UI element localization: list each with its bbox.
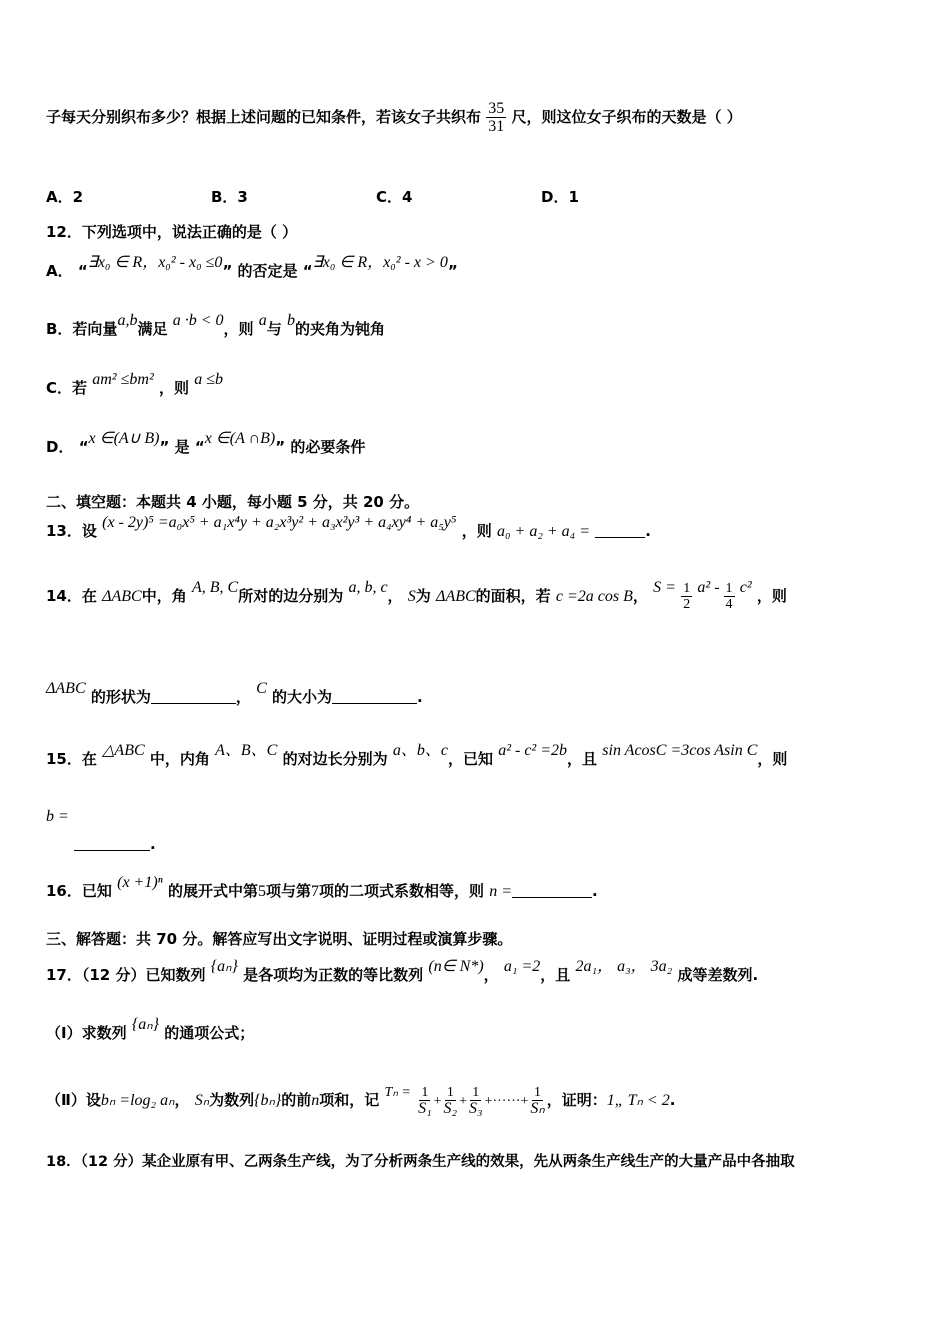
q12-option-a: A． “∃x₀ ∈ R，x₀² - x₀ ≤0” 的否定是 “∃x₀ ∈ R，x₀² - x > 0”	[46, 254, 458, 280]
q11-fraction: $\frac{35}{31}$	[488, 100, 505, 135]
q14-line2: ΔABC 的形状为 ， C 的大小为 .	[46, 680, 423, 706]
q14-angle-blank[interactable]	[332, 689, 417, 704]
q11-stem: 子每天分别织布多少？根据上述问题的已知条件，若该女子共织布 $\frac{35}{31}$ 尺，则这位女子织布的天数是（ ）	[46, 100, 742, 135]
q16: 16．已知 (x +1)ⁿ 的展开式中第5项与第7项的二项式系数相等，则 n = .	[46, 874, 598, 900]
q11-options	[46, 186, 706, 207]
q12-option-b: B．若向量a,b满足 a ·b < 0，则 a与 b的夹角为钝角	[46, 312, 385, 338]
q15-line1: 15．在 △ABC 中，内角 A、B、C 的对边长分别为 a、b、c，已知 a² - c² =2b，且 sin AcosC =3cos Asin C，则	[46, 742, 788, 768]
section-2-heading: 二、填空题：本题共 4 小题，每小题 5 分，共 20 分。	[46, 493, 420, 511]
q17-part1: （Ⅰ）求数列 {aₙ} 的通项公式；	[46, 1016, 255, 1042]
q13-answer-blank[interactable]	[595, 523, 645, 538]
q12-option-d: D． “x ∈(A∪ B)” 是 “x ∈(A ∩B)” 的必要条件	[46, 430, 366, 456]
q15-line2: b = .	[46, 808, 156, 853]
q14-line1: 14．在 ΔABC中，角 A, B, C所对的边分别为 a, b, c， S为 ΔABC的面积，若 c =2a cos B， S = $\frac{1}{2}$ a² - $\frac{1}{4}$ c² ，则	[46, 579, 787, 612]
q17-part2: （Ⅱ）设bₙ =log₂ aₙ， Sₙ为数列{bₙ}的前n项和，记 Tₙ = $\frac{1}{\text{S₁}}$ + $\frac{1}{\text{S₂}}$ + $\frac{1}{\text{S₃}}$ +······+ $\frac{1}{\text{Sₙ}}$ ，证明：1„ Tₙ < 2.	[46, 1085, 676, 1117]
q15-answer-blank[interactable]	[74, 836, 150, 851]
q12-stem: 12．下列选项中，说法正确的是（ ）	[46, 223, 298, 241]
q14-shape-blank[interactable]	[151, 689, 236, 704]
q18-stem: 18．（12 分）某企业原有甲、乙两条生产线，为了分析两条生产线的效果，先从两条生产线生产的大量产品中各抽取	[46, 1154, 795, 1170]
q16-answer-blank[interactable]	[512, 883, 592, 898]
q13: 13．设 (x - 2y)⁵ =a₀x⁵ + a₁x⁴y + a₂x³y² + a₃x²y³ + a₄xy⁴ + a₅y⁵ ，则 a₀ + a₂ + a₄ = .	[46, 514, 651, 540]
option-a: A．2	[46, 188, 84, 206]
q12-option-c: C．若 am² ≤bm² ，则 a ≤b	[46, 371, 223, 397]
option-c: C．4	[376, 188, 413, 206]
option-d: D．1	[541, 188, 579, 206]
option-b: B．3	[211, 188, 248, 206]
q17-stem: 17．（12 分）已知数列 {aₙ} 是各项均为正数的等比数列 (n∈ N*)， a₁ =2，且 2a₁， a₃， 3a₂ 成等差数列.	[46, 958, 759, 984]
section-3-heading: 三、解答题：共 70 分。解答应写出文字说明、证明过程或演算步骤。	[46, 930, 513, 948]
